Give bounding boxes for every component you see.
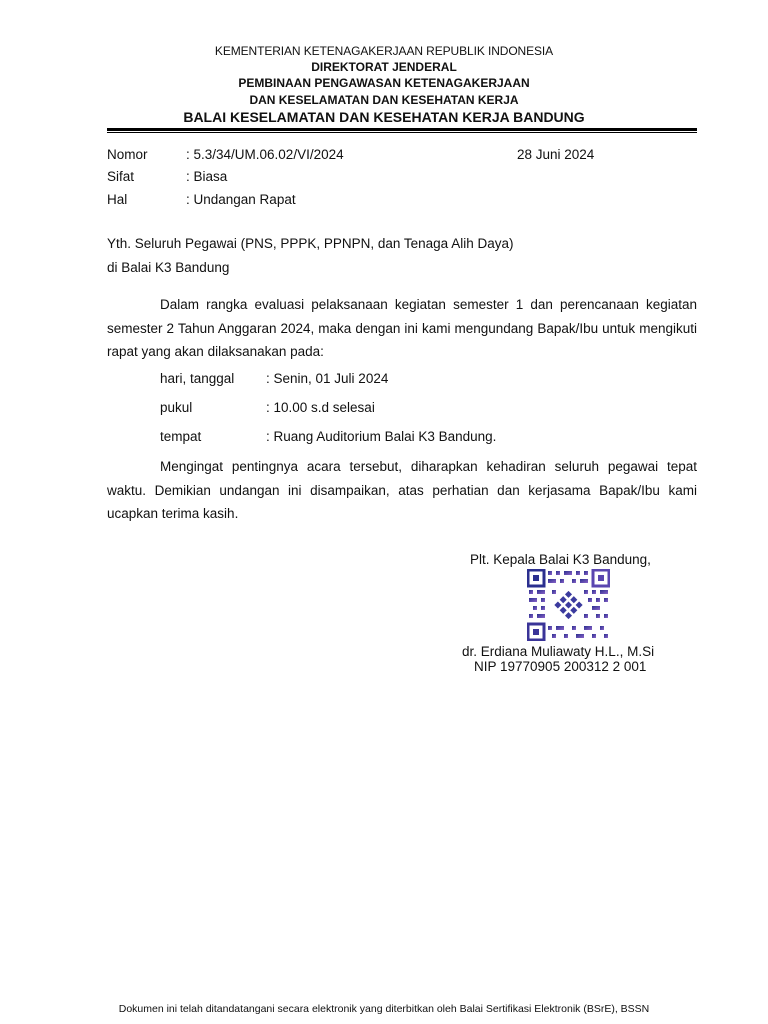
header-office: BALAI KESELAMATAN DAN KESEHATAN KERJA BANDUNG — [183, 109, 585, 125]
hal-value: : Undangan Rapat — [186, 192, 296, 207]
header-division-2: DAN KESELAMATAN DAN KESEHATAN KERJA — [249, 93, 519, 107]
signatory-title: Plt. Kepala Balai K3 Bandung, — [470, 552, 651, 567]
nomor-value: : 5.3/34/UM.06.02/VI/2024 — [186, 147, 344, 162]
qr-code-icon — [527, 569, 610, 641]
e-signature-footer: Dokumen ini telah ditandatangani secara elektronik yang diterbitkan oleh Balai Sertifikasi Elektronik (BSrE), BSSN — [118, 1003, 650, 1015]
detail-label-day: hari, tanggal — [160, 371, 235, 386]
body-paragraph-1: Dalam rangka evaluasi pelaksanaan kegiatan semester 1 dan perencanaan kegiatan semester 2 Tahun Anggaran 2024, maka dengan ini kami mengundang Bapak/Ibu untuk mengikuti rapat yang akan dilaksanakan pada: — [107, 297, 697, 359]
detail-value-day: : Senin, 01 Juli 2024 — [266, 371, 389, 386]
nomor-label: Nomor — [107, 147, 148, 162]
sifat-value: : Biasa — [186, 169, 228, 184]
recipient-location: di Balai K3 Bandung — [107, 260, 230, 275]
detail-label-place: tempat — [160, 429, 202, 444]
signatory-nip: NIP 19770905 200312 2 001 — [474, 659, 647, 674]
header-rule-thick — [107, 128, 697, 131]
header-division: PEMBINAAN PENGAWASAN KETENAGAKERJAAN — [238, 76, 530, 90]
recipient-line: Yth. Seluruh Pegawai (PNS, PPPK, PPNPN, dan Tenaga Alih Daya) — [107, 236, 514, 251]
detail-value-place: : Ruang Auditorium Balai K3 Bandung. — [266, 429, 497, 444]
sifat-label: Sifat — [107, 169, 135, 184]
body-paragraph-2: Mengingat pentingnya acara tersebut, diharapkan kehadiran seluruh pegawai tepat waktu. Demikian undangan ini disampaikan, atas perhatian dan kerjasama Bapak/Ibu kami ucapkan terima kasih. — [107, 459, 697, 521]
detail-label-time: pukul — [160, 400, 193, 415]
header-directorate: DIREKTORAT JENDERAL — [311, 60, 457, 74]
letter-date: 28 Juni 2024 — [517, 147, 595, 162]
header-ministry: KEMENTERIAN KETENAGAKERJAAN REPUBLIK INDONESIA — [214, 44, 554, 58]
hal-label: Hal — [107, 192, 128, 207]
signatory-name: dr. Erdiana Muliawaty H.L., M.Si — [462, 644, 655, 659]
header-rule-thin — [107, 132, 697, 133]
detail-value-time: : 10.00 s.d selesai — [266, 400, 375, 415]
